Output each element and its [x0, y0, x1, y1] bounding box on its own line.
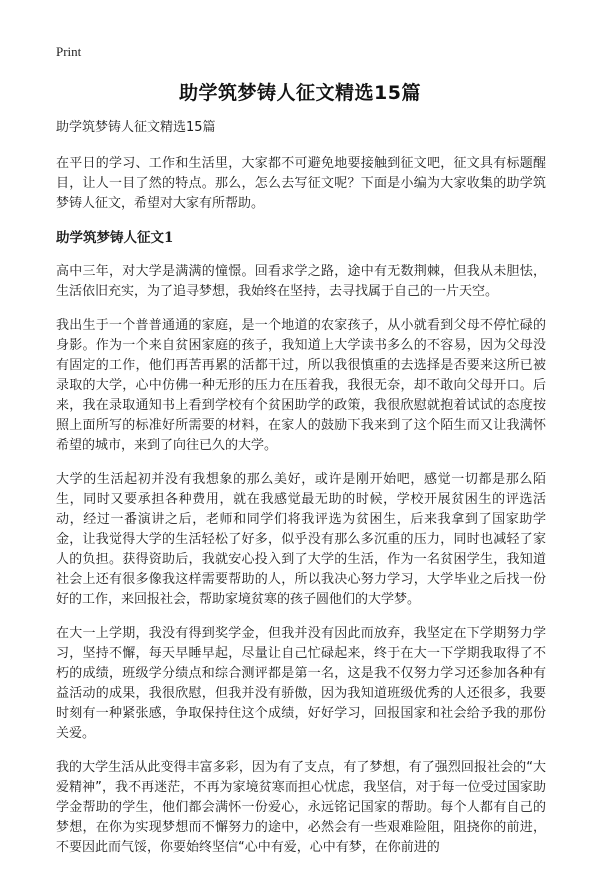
print-link[interactable]: Print [56, 44, 82, 59]
body-paragraph: 高中三年，对大学是满满的憧憬。回看求学之路，途中有无数荆棘，但我从未胆怯，生活依旧充实，为了追寻梦想，我始终在坚持，去寻找属于自己的一片天空。 [56, 264, 546, 299]
body-paragraph: 大学的生活起初并没有我想象的那么美好，或许是刚开始吧，感觉一切都是那么陌生，同时又要承担各种费用，就在我感觉最无助的时候，学校开展贫困生的评选活动，经过一番演讲之后，老师和同学们将我评选为贫困生，后来我拿到了国家助学金，让我觉得大学的生活轻松了好多，似乎没有那么多沉重的压力，同时也减轻了家人的负担。获得资助后，我就安心投入到了大学的生活，作为一名贫困学生，我知道社会上还有很多像我这样需要帮助的人，所以我决心努力学习，大学毕业之后找一份好的工作，来回报社会，帮助家境贫寒的孩子圆他们的大学梦。 [56, 472, 546, 607]
document-body [56, 118, 546, 872]
document-title: 助学筑梦铸人征文精选15篇 [179, 82, 421, 104]
intro-paragraph: 在平日的学习、工作和生活里，大家都不可避免地要接触到征文吧，征文具有标题醒目，让人一目了然的特点。那么，怎么去写征文呢？下面是小编为大家收集的助学筑梦铸人征文，希望对大家有所帮助。 [56, 156, 546, 211]
body-paragraph: 我的大学生活从此变得丰富多彩，因为有了支点，有了梦想，有了强烈回报社会的“大爱精神”，我不再迷茫，不再为家境贫寒而担心忧虑，我坚信，对于每一位受过国家助学金帮助的学生，他们都会满怀一份爱心，永远铭记国家的帮助。每个人都有自己的梦想，在你为实现梦想而不懈努力的途中，必然会有一些艰难险阻，阻挠你的前进，不要因此而气馁，你要始终坚信“心中有爱，心中有梦，在你前进的 [56, 760, 546, 855]
document-subtitle: 助学筑梦铸人征文精选15篇 [56, 120, 216, 135]
section-heading: 助学筑梦铸人征文1 [56, 230, 174, 246]
body-paragraph: 我出生于一个普普通通的家庭，是一个地道的农家孩子，从小就看到父母不停忙碌的身影。作为一个来自贫困家庭的孩子，我知道上大学读书多么的不容易，因为父母没有固定的工作，他们再苦再累的活都干过，所以我很慎重的去选择是否要来这所已被录取的大学，心中仿佛一种无形的压力在压着我，我很无奈，却不敢向父母开口。后来，我在录取通知书上看到学校有个贫困助学的政策，我很欣慰就抱着试试的态度按照上面所写的标准好所需要的材料，在家人的鼓励下我来到了这个陌生而又让我满怀希望的城市，来到了向往已久的大学。 [56, 318, 546, 453]
body-paragraph: 在大一上学期，我没有得到奖学金，但我并没有因此而放弃，我坚定在下学期努力学习，坚持不懈，每天早睡早起，尽量让自己忙碌起来，终于在大一下学期我取得了不朽的成绩，班级学分绩点和综合测评都是第一名，这是我不仅努力学习还参加各种有益活动的成果，我很欣慰，但我并没有骄傲，因为我知道班级优秀的人还很多，我要时刻有一种紧张感，争取保持住这个成绩，好好学习，回报国家和社会给予我的那份关爱。 [56, 626, 546, 741]
